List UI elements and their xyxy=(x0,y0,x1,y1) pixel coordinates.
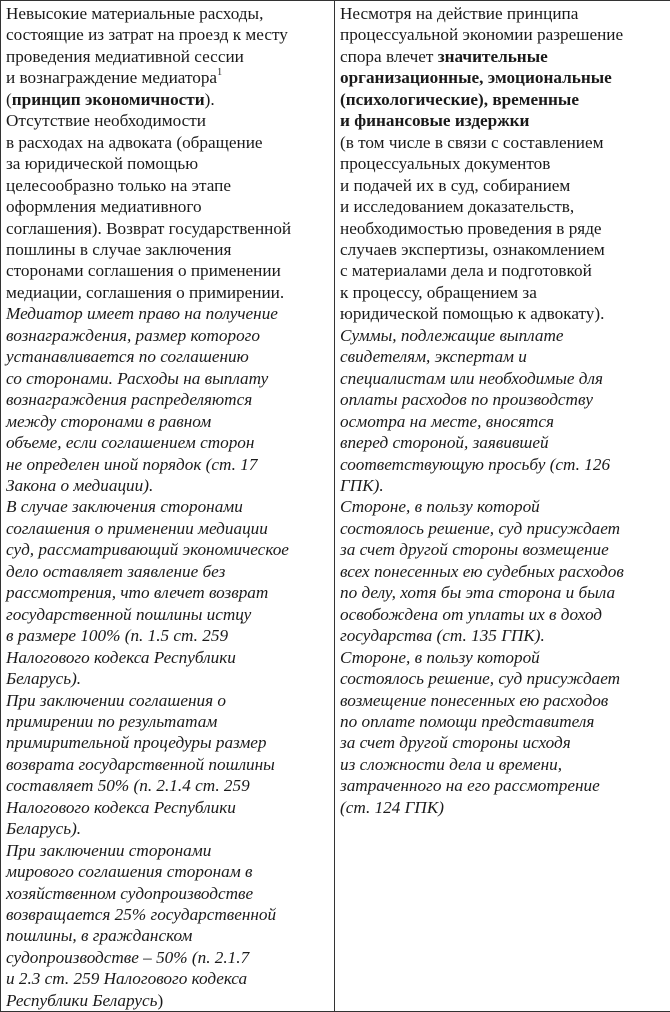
text-line: судопроизводстве – 50% (п. 2.1.7 xyxy=(6,947,330,968)
text-line: за счет другой стороны возмещение xyxy=(340,539,666,560)
text-line: Отсутствие необходимости xyxy=(6,110,330,131)
text-line: Медиатор имеет право на получение xyxy=(6,303,330,324)
text-line: сторонами соглашения о применении xyxy=(6,260,330,281)
text-line: государства (ст. 135 ГПК). xyxy=(340,625,666,646)
text-line: всех понесенных ею судебных расходов xyxy=(340,561,666,582)
text-line: (в том числе в связи с составлением xyxy=(340,132,666,153)
text-line: затраченного на его рассмотрение xyxy=(340,775,666,796)
text-line: дело оставляет заявление без xyxy=(6,561,330,582)
text-line: Невысокие материальные расходы, xyxy=(6,3,330,24)
mediation-agreement-paragraph xyxy=(6,496,330,689)
witness-costs-paragraph xyxy=(340,325,666,497)
text-line: Беларусь). xyxy=(6,818,330,839)
text-line: со сторонами. Расходы на выплату xyxy=(6,368,330,389)
text-line xyxy=(6,89,330,110)
text-line: примирительной процедуры размер xyxy=(6,732,330,753)
text-line: вперед стороной, заявившей xyxy=(340,432,666,453)
text-line: соглашения). Возврат государственной xyxy=(6,218,330,239)
text-line: ГПК). xyxy=(340,475,666,496)
text-line: к процессу, обращением за xyxy=(340,282,666,303)
text-line: не определен иной порядок (ст. 17 xyxy=(6,454,330,475)
text-line: специалистам или необходимые для xyxy=(340,368,666,389)
text-line: случаев экспертизы, ознакомлением xyxy=(340,239,666,260)
text-line: возмещение понесенных ею расходов xyxy=(340,690,666,711)
text-line: и подачей их в суд, собиранием xyxy=(340,175,666,196)
text-line: возвращается 25% государственной xyxy=(6,904,330,925)
economy-principle: принцип экономичности xyxy=(12,90,205,109)
text-line: пошлины в случае заключения xyxy=(6,239,330,260)
settlement-paragraph xyxy=(6,840,330,1012)
text-line: соответствующую просьбу (ст. 126 xyxy=(340,454,666,475)
representative-costs-paragraph xyxy=(340,647,666,819)
text-line: оплаты расходов по производству xyxy=(340,389,666,410)
text-line: Стороне, в пользу которой xyxy=(340,496,666,517)
text-line: состоялось решение, суд присуждает xyxy=(340,668,666,689)
expenses-paragraph xyxy=(340,132,666,325)
reconciliation-paragraph xyxy=(6,690,330,840)
litigation-cell xyxy=(335,1,670,1012)
text-line: из сложности дела и времени, xyxy=(340,754,666,775)
text-line: составляет 50% (п. 2.1.4 ст. 259 xyxy=(6,775,330,796)
text-line: за счет другой стороны исходя xyxy=(340,732,666,753)
text-line: процессуальных документов xyxy=(340,153,666,174)
text-line: процессуальной экономии разрешение xyxy=(340,24,666,45)
text-line: примирении по результатам xyxy=(6,711,330,732)
intro-prefix: спора влечет xyxy=(340,47,438,66)
text-line: за юридической помощью xyxy=(6,153,330,174)
text-line: соглашения о применении медиации xyxy=(6,518,330,539)
text-line: Беларусь). xyxy=(6,668,330,689)
principle-close: ). xyxy=(205,90,215,109)
text-line: освобождена от уплаты их в доход xyxy=(340,604,666,625)
mediation-cell xyxy=(1,1,335,1012)
bold-text: значительные xyxy=(438,47,548,66)
text-line: и исследованием доказательств, xyxy=(340,196,666,217)
principle-open: ( xyxy=(6,90,12,109)
text-line: по оплате помощи представителя xyxy=(340,711,666,732)
no-lawyer-paragraph xyxy=(6,110,330,303)
text-line: Налогового кодекса Республики xyxy=(6,797,330,818)
text-line: пошлины, в гражданском xyxy=(6,925,330,946)
mediator-fee-text: и вознаграждение медиатора xyxy=(6,68,217,87)
text-line: устанавливается по соглашению xyxy=(6,346,330,367)
text-line: медиации, соглашения о примирении. xyxy=(6,282,330,303)
table-row xyxy=(1,1,670,1012)
text-line: суд, рассматривающий экономическое xyxy=(6,539,330,560)
text-line: В случае заключения сторонами xyxy=(6,496,330,517)
litigation-intro-paragraph xyxy=(340,3,666,132)
text-line: Налогового кодекса Республики xyxy=(6,647,330,668)
court-costs-paragraph xyxy=(340,496,666,646)
text-line: между сторонами в равном xyxy=(6,411,330,432)
text-line: в размере 100% (п. 1.5 ст. 259 xyxy=(6,625,330,646)
text-line: При заключении соглашения о xyxy=(6,690,330,711)
text-line: в расходах на адвоката (обращение xyxy=(6,132,330,153)
text-line: (ст. 124 ГПК) xyxy=(340,797,666,818)
text-line xyxy=(6,990,330,1011)
footnote-mark: 1 xyxy=(217,67,222,78)
low-costs-paragraph xyxy=(6,3,330,110)
text-line: мирового соглашения сторонам в xyxy=(6,861,330,882)
text-line: необходимостью проведения в ряде xyxy=(340,218,666,239)
text-line: При заключении сторонами xyxy=(6,840,330,861)
text-line: с материалами дела и подготовкой xyxy=(340,260,666,281)
bold-text: (психологические), временные xyxy=(340,89,666,110)
text-line: состоящие из затрат на проезд к месту xyxy=(6,24,330,45)
text-line: состоялось решение, суд присуждает xyxy=(340,518,666,539)
settlement-last-italic: Республики Беларусь xyxy=(6,991,157,1010)
text-line: юридической помощью к адвокату). xyxy=(340,303,666,324)
text-line: объеме, если соглашением сторон xyxy=(6,432,330,453)
text-line: вознаграждения, размер которого xyxy=(6,325,330,346)
text-line xyxy=(340,46,666,67)
text-line: хозяйственном судопроизводстве xyxy=(6,883,330,904)
text-line: целесообразно только на этапе xyxy=(6,175,330,196)
text-line: оформления медиативного xyxy=(6,196,330,217)
text-line: и 2.3 ст. 259 Налогового кодекса xyxy=(6,968,330,989)
mediator-fee-paragraph xyxy=(6,303,330,496)
text-line: свидетелям, экспертам и xyxy=(340,346,666,367)
text-line: осмотра на месте, вносятся xyxy=(340,411,666,432)
text-line: Закона о медиации). xyxy=(6,475,330,496)
text-line: Стороне, в пользу которой xyxy=(340,647,666,668)
bold-text: и финансовые издержки xyxy=(340,110,666,131)
text-line: Суммы, подлежащие выплате xyxy=(340,325,666,346)
text-line xyxy=(6,67,330,88)
text-line: вознаграждения распределяются xyxy=(6,389,330,410)
text-line: возврата государственной пошлины xyxy=(6,754,330,775)
bold-text: организационные, эмоциональные xyxy=(340,67,666,88)
text-line: Несмотря на действие принципа xyxy=(340,3,666,24)
text-line: по делу, хотя бы эта сторона и была xyxy=(340,582,666,603)
text-line: рассмотрения, что влечет возврат xyxy=(6,582,330,603)
settlement-last-close: ) xyxy=(157,991,163,1010)
text-line: проведения медиативной сессии xyxy=(6,46,330,67)
text-line: государственной пошлины истцу xyxy=(6,604,330,625)
